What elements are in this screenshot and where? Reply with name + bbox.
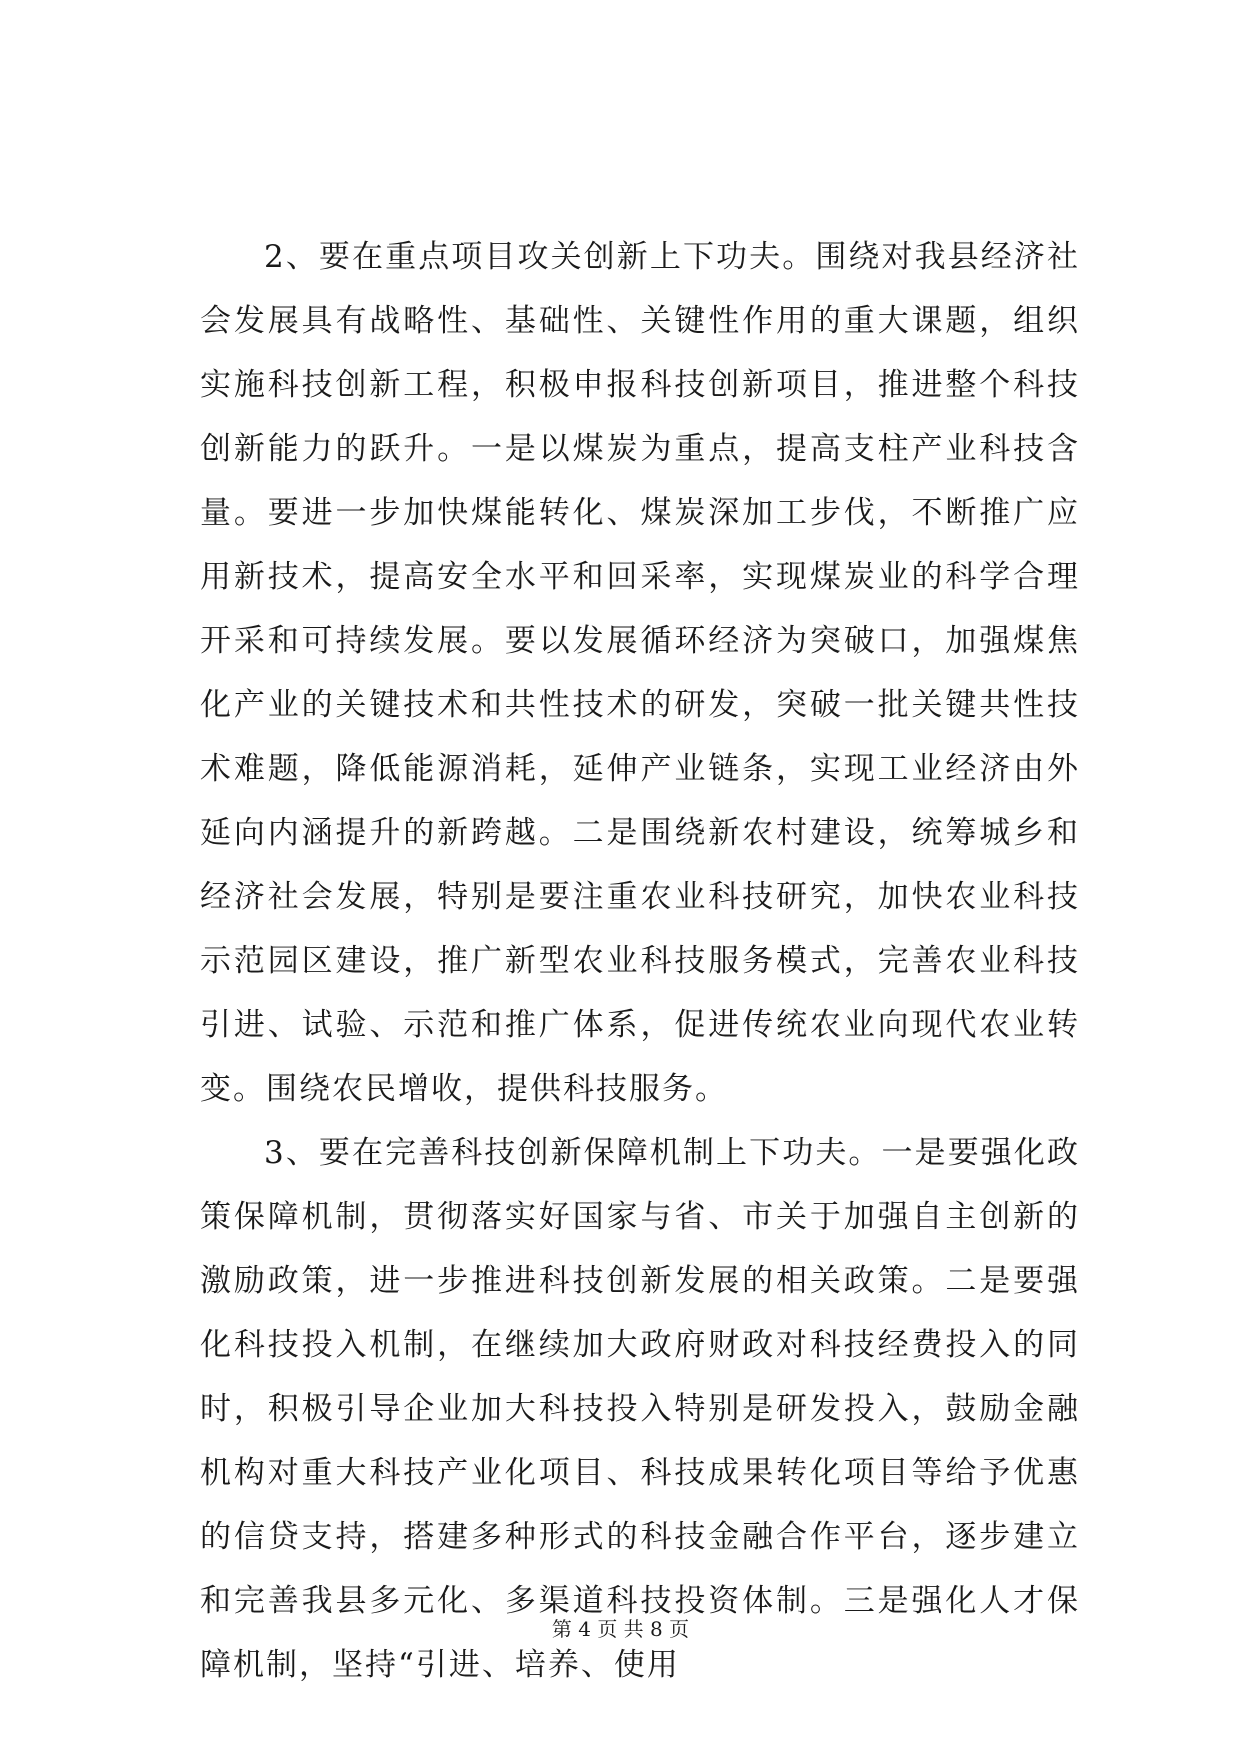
- document-body: [200, 225, 1080, 1697]
- paragraph-3: 3、要在完善科技创新保障机制上下功夫。一是要强化政策保障机制，贯彻落实好国家与省、市关于加强自主创新的激励政策，进一步推进科技创新发展的相关政策。二是要强化科技投入机制，在继续加大政府财政对科技经费投入的同时，积极引导企业加大科技投入特别是研发投入，鼓励金融机构对重大科技产业化项目、科技成果转化项目等给予优惠的信贷支持，搭建多种形式的科技金融合作平台，逐步建立和完善我县多元化、多渠道科技投资体制。三是强化人才保障机制，坚持“引进、培养、使用: [200, 1135, 1080, 1683]
- page-number-footer: 第 4 页 共 8 页: [551, 1617, 690, 1641]
- paragraph-2: 2、要在重点项目攻关创新上下功夫。围绕对我县经济社会发展具有战略性、基础性、关键性作用的重大课题，组织实施科技创新工程，积极申报科技创新项目，推进整个科技创新能力的跃升。一是以煤炭为重点，提高支柱产业科技含量。要进一步加快煤能转化、煤炭深加工步伐，不断推广应用新技术，提高安全水平和回采率，实现煤炭业的科学合理开采和可持续发展。要以发展循环经济为突破口，加强煤焦化产业的关键技术和共性技术的研发，突破一批关键共性技术难题，降低能源消耗，延伸产业链条，实现工业经济由外延向内涵提升的新跨越。二是围绕新农村建设，统筹城乡和经济社会发展，特别是要注重农业科技研究，加快农业科技示范园区建设，推广新型农业科技服务模式，完善农业科技引进、试验、示范和推广体系，促进传统农业向现代农业转变。围绕农民增收，提供科技服务。: [200, 239, 1080, 1107]
